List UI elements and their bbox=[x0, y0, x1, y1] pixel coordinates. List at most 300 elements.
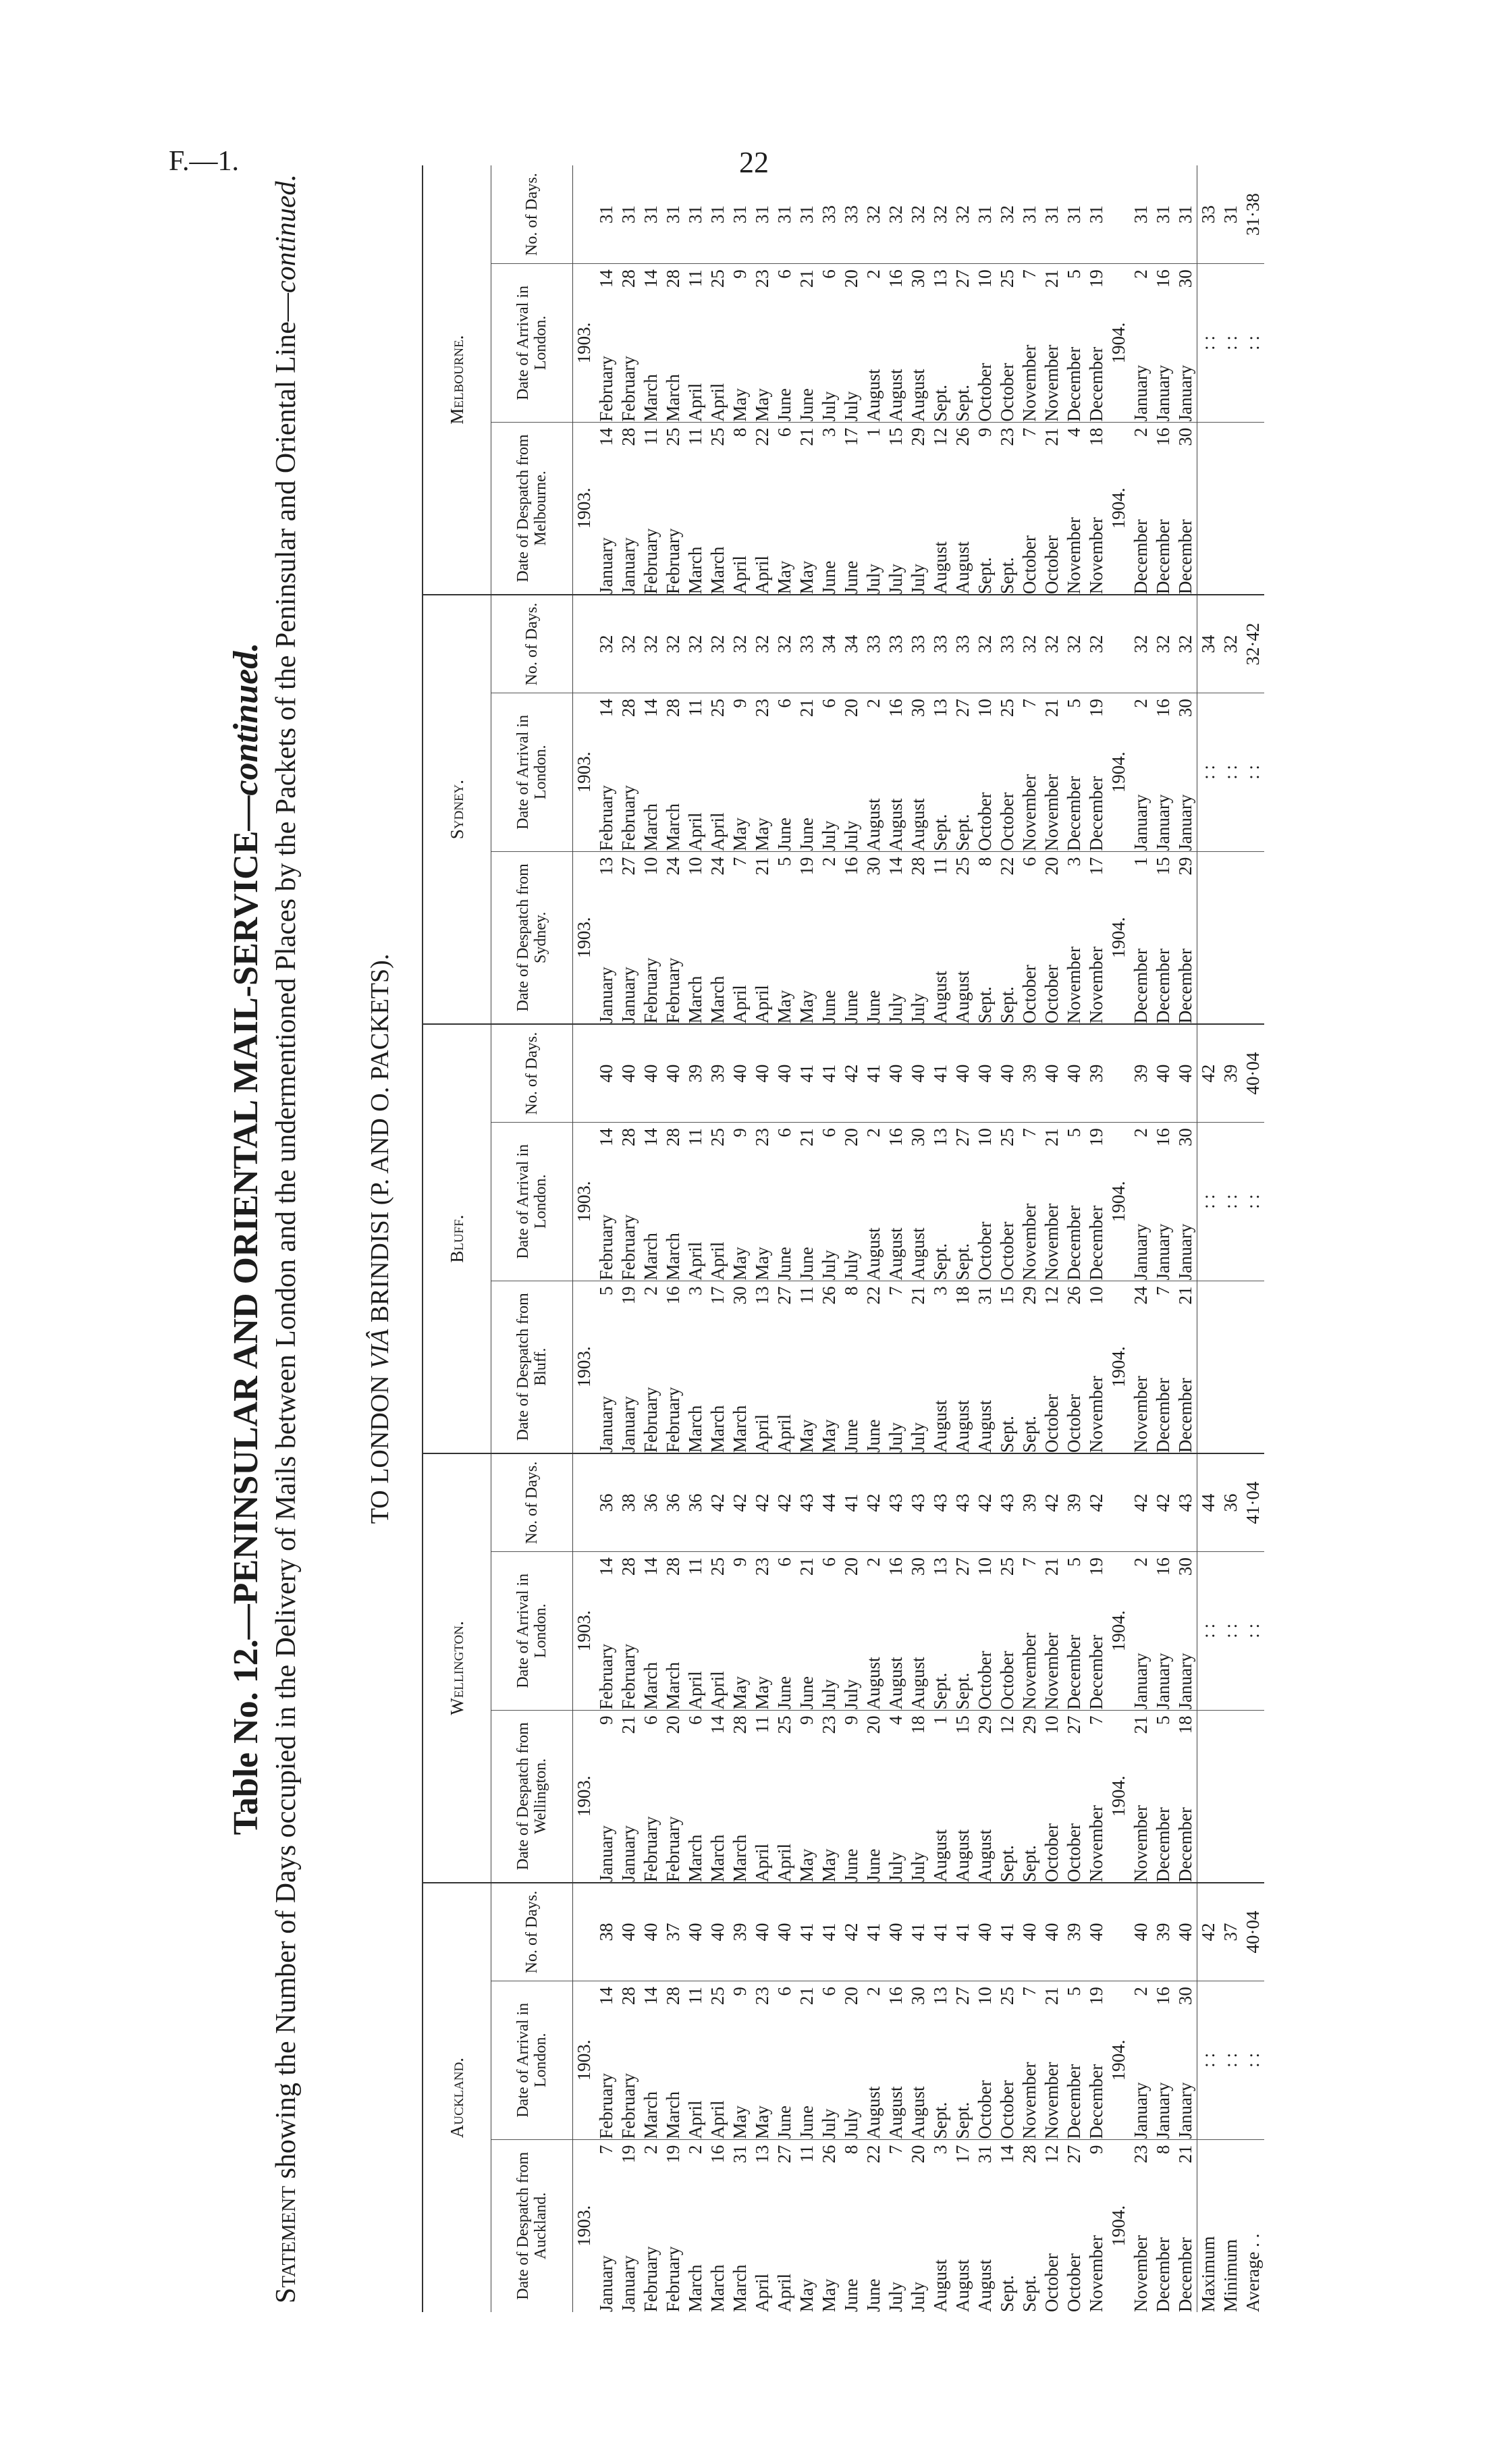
table-row bbox=[1152, 165, 1174, 2312]
auckland-arrival-month: August bbox=[863, 2034, 885, 2139]
auckland-despatch-day: 12 bbox=[1041, 2145, 1062, 2164]
melbourne-arrival-day: 6 bbox=[774, 269, 794, 279]
auckland-arrival-day: 13 bbox=[930, 1987, 950, 2006]
melbourne-despatch-month: June bbox=[818, 485, 840, 595]
melbourne-arrival-day: 2 bbox=[863, 269, 884, 279]
wellington-arrival-day: 2 bbox=[1131, 1557, 1151, 1567]
sydney-summary-value: 32 bbox=[1220, 595, 1242, 693]
melbourne-despatch-day: 23 bbox=[997, 427, 1017, 446]
bluff-days: 40 bbox=[618, 1024, 640, 1123]
wellington-arrival-day: 25 bbox=[707, 1557, 728, 1576]
sydney-despatch-month: November bbox=[1085, 915, 1108, 1024]
auckland-arrival-day: 21 bbox=[796, 1987, 817, 2006]
wellington-days: 36 bbox=[662, 1453, 684, 1552]
auckland-arrival-day: 11 bbox=[685, 1987, 705, 2005]
summary-row bbox=[1197, 165, 1220, 2312]
wellington-despatch-day: 18 bbox=[908, 1715, 928, 1734]
bluff-arrival-day: 13 bbox=[930, 1128, 950, 1147]
sydney-despatch-day: 8 bbox=[975, 857, 995, 867]
auckland-despatch-month: March bbox=[707, 2264, 728, 2312]
melbourne-despatch-day: 3 bbox=[819, 427, 839, 437]
sydney-despatch-day: 7 bbox=[730, 857, 750, 867]
bluff-despatch-month: January bbox=[618, 1344, 640, 1453]
header-despatch-melbourne: Date of Despatch from Melbourne. bbox=[491, 422, 573, 595]
melbourne-arrival-day: 21 bbox=[796, 269, 817, 288]
sydney-despatch-day: 10 bbox=[685, 857, 705, 876]
bluff-despatch-day: 7 bbox=[1153, 1286, 1173, 1296]
melbourne-days: 31 bbox=[1152, 165, 1174, 264]
wellington-arrival-day: 14 bbox=[641, 1557, 661, 1576]
bluff-despatch-month: July bbox=[885, 1344, 907, 1453]
wellington-arrival-day: 2 bbox=[863, 1557, 884, 1567]
bluff-despatch-day: 5 bbox=[596, 1286, 616, 1296]
auckland-despatch-day: 2 bbox=[641, 2145, 661, 2155]
bluff-arrival-day: 30 bbox=[1175, 1128, 1195, 1147]
melbourne-days: 31 bbox=[751, 165, 774, 264]
sydney-days: 32 bbox=[1041, 595, 1063, 693]
table-row bbox=[707, 165, 729, 2312]
melbourne-arrival-month: December bbox=[1063, 317, 1085, 422]
sydney-arrival-day: 25 bbox=[997, 699, 1017, 718]
sydney-arrival-day: 16 bbox=[886, 699, 906, 718]
bluff-despatch-day: 21 bbox=[908, 1286, 928, 1305]
bluff-days: 40 bbox=[1041, 1024, 1063, 1123]
wellington-arrival-month: February bbox=[618, 1605, 640, 1710]
melbourne-despatch-day: 30 bbox=[1175, 427, 1195, 446]
wellington-days: 42 bbox=[707, 1453, 729, 1552]
year-label: 1904. bbox=[1108, 1552, 1130, 1710]
bluff-despatch-day: 24 bbox=[1131, 1286, 1151, 1305]
bluff-days: 40 bbox=[1152, 1024, 1174, 1123]
summary-blank bbox=[1220, 851, 1242, 1024]
bluff-despatch-day: 8 bbox=[841, 1286, 861, 1296]
table-row bbox=[1063, 165, 1085, 2312]
melbourne-despatch-month: Sept. bbox=[974, 485, 996, 595]
sydney-despatch-day: 15 bbox=[1153, 857, 1173, 876]
melbourne-arrival-day: 2 bbox=[1131, 269, 1151, 279]
sydney-despatch-month: July bbox=[885, 915, 907, 1024]
auckland-days: 41 bbox=[818, 1883, 840, 1981]
wellington-despatch-day: 9 bbox=[841, 1715, 861, 1725]
melbourne-arrival-month: December bbox=[1085, 317, 1108, 422]
wellington-arrival-month: May bbox=[729, 1605, 751, 1710]
wellington-despatch-month: November bbox=[1130, 1773, 1152, 1883]
bluff-despatch-month: Sept. bbox=[1019, 1344, 1041, 1453]
auckland-despatch-month: June bbox=[841, 2278, 861, 2312]
table-row bbox=[684, 165, 707, 2312]
wellington-despatch-month: July bbox=[907, 1773, 929, 1883]
sydney-arrival-day: 28 bbox=[618, 699, 639, 718]
melbourne-despatch-day: 25 bbox=[707, 427, 728, 446]
sydney-despatch-month: June bbox=[818, 915, 840, 1024]
table-row bbox=[662, 165, 684, 2312]
melbourne-arrival-day: 19 bbox=[1086, 269, 1106, 288]
sydney-days: 32 bbox=[618, 595, 640, 693]
summary-blank bbox=[1242, 851, 1264, 1024]
sydney-despatch-month: January bbox=[595, 915, 618, 1024]
sydney-arrival-day: 10 bbox=[975, 699, 995, 718]
auckland-despatch-month: June bbox=[863, 2278, 884, 2312]
sydney-despatch-month: March bbox=[707, 915, 729, 1024]
melbourne-arrival-month: July bbox=[840, 317, 863, 422]
bluff-arrival-month: May bbox=[729, 1175, 751, 1281]
wellington-despatch-day: 10 bbox=[1041, 1715, 1062, 1734]
melbourne-days: 32 bbox=[996, 165, 1019, 264]
wellington-arrival-day: 10 bbox=[975, 1557, 995, 1576]
wellington-despatch-month: August bbox=[929, 1773, 952, 1883]
bluff-despatch-month: August bbox=[974, 1344, 996, 1453]
sydney-despatch-day: 25 bbox=[952, 857, 973, 876]
summary-dots: : : bbox=[1242, 1552, 1264, 1710]
auckland-days: 41 bbox=[952, 1883, 974, 1981]
bluff-arrival-day: 30 bbox=[908, 1128, 928, 1147]
year-spacer bbox=[1108, 1883, 1130, 1981]
wellington-despatch-day: 11 bbox=[752, 1715, 772, 1734]
wellington-days: 36 bbox=[595, 1453, 618, 1552]
auckland-days: 40 bbox=[974, 1883, 996, 1981]
header-days-melbourne: No. of Days. bbox=[491, 165, 573, 264]
year-label: 1903. bbox=[573, 851, 596, 1024]
year-spacer bbox=[1108, 1453, 1130, 1552]
bluff-arrival-month: February bbox=[595, 1175, 618, 1281]
sydney-arrival-day: 27 bbox=[952, 699, 973, 718]
year-label: 1904. bbox=[1108, 1710, 1130, 1883]
melbourne-days: 33 bbox=[840, 165, 863, 264]
bluff-arrival-day: 5 bbox=[1064, 1128, 1084, 1137]
sydney-arrival-day: 14 bbox=[596, 699, 616, 718]
melbourne-despatch-month: July bbox=[863, 485, 885, 595]
wellington-arrival-day: 13 bbox=[930, 1557, 950, 1576]
melbourne-arrival-day: 30 bbox=[1175, 269, 1195, 288]
wellington-arrival-month: June bbox=[796, 1605, 818, 1710]
summary-row bbox=[1242, 165, 1264, 2312]
sydney-despatch-month: Sept. bbox=[974, 915, 996, 1024]
sydney-days: 34 bbox=[818, 595, 840, 693]
auckland-despatch-month: December bbox=[1175, 2237, 1195, 2312]
mail-delivery-table bbox=[422, 165, 1264, 2312]
year-label: 1903. bbox=[573, 1552, 596, 1710]
wellington-despatch-day: 27 bbox=[1064, 1715, 1084, 1734]
summary-dots: : : bbox=[1197, 1981, 1220, 2139]
bluff-despatch-day: 2 bbox=[641, 1286, 661, 1296]
bluff-arrival-day: 25 bbox=[997, 1128, 1017, 1147]
auckland-summary-value: 37 bbox=[1220, 1883, 1242, 1981]
auckland-arrival-day: 2 bbox=[863, 1987, 884, 1996]
wellington-days: 43 bbox=[885, 1453, 907, 1552]
bluff-days: 42 bbox=[840, 1024, 863, 1123]
wellington-arrival-day: 11 bbox=[685, 1557, 705, 1576]
wellington-days: 36 bbox=[684, 1453, 707, 1552]
sydney-despatch-day: 5 bbox=[774, 857, 794, 867]
melbourne-arrival-month: June bbox=[796, 317, 818, 422]
bluff-arrival-month: June bbox=[774, 1175, 796, 1281]
wellington-days: 43 bbox=[1174, 1453, 1197, 1552]
melbourne-days: 31 bbox=[774, 165, 796, 264]
sydney-despatch-month: June bbox=[863, 915, 885, 1024]
auckland-despatch-month: March bbox=[685, 2264, 705, 2312]
header-despatch-bluff: Date of Despatch from Bluff. bbox=[491, 1281, 573, 1453]
sydney-despatch-month: May bbox=[774, 915, 796, 1024]
wellington-despatch-month: April bbox=[751, 1773, 774, 1883]
table-row bbox=[1041, 165, 1063, 2312]
melbourne-despatch-day: 17 bbox=[841, 427, 861, 446]
wellington-despatch-day: 4 bbox=[886, 1715, 906, 1725]
bluff-arrival-day: 21 bbox=[796, 1128, 817, 1147]
bluff-despatch-day: 26 bbox=[819, 1286, 839, 1305]
melbourne-arrival-month: June bbox=[774, 317, 796, 422]
summary-dots: : : bbox=[1220, 1981, 1242, 2139]
region-sydney: Sydney. bbox=[423, 595, 491, 1024]
melbourne-despatch-month: October bbox=[1041, 485, 1063, 595]
melbourne-arrival-day: 28 bbox=[663, 269, 683, 288]
wellington-days: 39 bbox=[1019, 1453, 1041, 1552]
bluff-days: 39 bbox=[684, 1024, 707, 1123]
bluff-despatch-month: October bbox=[1063, 1344, 1085, 1453]
table-row bbox=[952, 165, 974, 2312]
auckland-days: 37 bbox=[662, 1883, 684, 1981]
melbourne-despatch-month: August bbox=[929, 485, 952, 595]
wellington-arrival-month: April bbox=[707, 1605, 729, 1710]
melbourne-despatch-day: 25 bbox=[663, 427, 683, 446]
sydney-arrival-month: February bbox=[595, 746, 618, 851]
sydney-despatch-month: August bbox=[952, 915, 974, 1024]
region-melbourne: Melbourne. bbox=[423, 165, 491, 595]
wellington-arrival-day: 28 bbox=[618, 1557, 639, 1576]
sydney-despatch-day: 22 bbox=[997, 857, 1017, 876]
sydney-arrival-month: August bbox=[907, 746, 929, 851]
melbourne-arrival-month: July bbox=[818, 317, 840, 422]
statement-text: showing the Number of Days occupied in the Delivery of Mails between London and the undermentioned Places by the Packets of the Peninsular and Oriental Line— bbox=[271, 293, 302, 2179]
melbourne-days: 31 bbox=[595, 165, 618, 264]
wellington-arrival-month: August bbox=[907, 1605, 929, 1710]
bluff-days: 40 bbox=[1174, 1024, 1197, 1123]
bluff-arrival-month: August bbox=[885, 1175, 907, 1281]
bluff-arrival-day: 6 bbox=[774, 1128, 794, 1137]
bluff-arrival-day: 23 bbox=[752, 1128, 772, 1147]
melbourne-days: 31 bbox=[684, 165, 707, 264]
melbourne-despatch-month: January bbox=[618, 485, 640, 595]
bluff-despatch-month: May bbox=[796, 1344, 818, 1453]
wellington-despatch-month: January bbox=[595, 1773, 618, 1883]
wellington-arrival-day: 16 bbox=[1153, 1557, 1173, 1576]
melbourne-arrival-month: November bbox=[1019, 317, 1041, 422]
wellington-arrival-month: February bbox=[595, 1605, 618, 1710]
year-spacer bbox=[1108, 1024, 1130, 1123]
sydney-arrival-month: March bbox=[662, 746, 684, 851]
table-row bbox=[796, 165, 818, 2312]
sydney-arrival-day: 9 bbox=[730, 699, 750, 708]
melbourne-arrival-month: April bbox=[684, 317, 707, 422]
summary-blank bbox=[1242, 422, 1264, 595]
summary-blank bbox=[1242, 1281, 1264, 1453]
melbourne-despatch-month: March bbox=[684, 485, 707, 595]
bluff-days: 39 bbox=[1019, 1024, 1041, 1123]
sydney-arrival-month: October bbox=[996, 746, 1019, 851]
auckland-days: 40 bbox=[684, 1883, 707, 1981]
summary-blank bbox=[1197, 422, 1220, 595]
bluff-despatch-month: November bbox=[1130, 1344, 1152, 1453]
auckland-arrival-month: June bbox=[796, 2034, 818, 2139]
year-label: 1904. bbox=[1108, 1281, 1130, 1453]
sydney-arrival-month: July bbox=[818, 746, 840, 851]
wellington-despatch-month: May bbox=[818, 1773, 840, 1883]
wellington-despatch-day: 12 bbox=[997, 1715, 1017, 1734]
auckland-arrival-month: January bbox=[1152, 2034, 1174, 2139]
melbourne-arrival-day: 9 bbox=[730, 269, 750, 279]
sydney-despatch-day: 10 bbox=[641, 857, 661, 876]
melbourne-despatch-day: 29 bbox=[908, 427, 928, 446]
auckland-despatch-month: January bbox=[618, 2255, 639, 2312]
wellington-summary-value: 36 bbox=[1220, 1453, 1242, 1552]
summary-dots: : : bbox=[1197, 1123, 1220, 1281]
sydney-arrival-month: June bbox=[796, 746, 818, 851]
melbourne-despatch-day: 26 bbox=[952, 427, 973, 446]
wellington-days: 42 bbox=[1041, 1453, 1063, 1552]
auckland-despatch-day: 19 bbox=[618, 2145, 639, 2164]
auckland-arrival-day: 30 bbox=[1175, 1987, 1195, 2006]
wellington-despatch-day: 14 bbox=[707, 1715, 728, 1734]
wellington-arrival-month: January bbox=[1130, 1605, 1152, 1710]
bluff-days: 41 bbox=[818, 1024, 840, 1123]
bluff-despatch-day: 10 bbox=[1086, 1286, 1106, 1305]
bluff-days: 40 bbox=[885, 1024, 907, 1123]
wellington-despatch-month: June bbox=[863, 1773, 885, 1883]
bluff-arrival-day: 28 bbox=[663, 1128, 683, 1147]
bluff-despatch-day: 29 bbox=[1019, 1286, 1039, 1305]
wellington-arrival-day: 21 bbox=[796, 1557, 817, 1576]
auckland-arrival-day: 16 bbox=[886, 1987, 906, 2006]
auckland-arrival-day: 16 bbox=[1153, 1987, 1173, 2006]
table-row bbox=[1174, 165, 1197, 2312]
sydney-despatch-month: February bbox=[640, 915, 662, 1024]
auckland-days: 40 bbox=[774, 1883, 796, 1981]
melbourne-despatch-day: 7 bbox=[1019, 427, 1039, 437]
wellington-days: 43 bbox=[952, 1453, 974, 1552]
wellington-days: 42 bbox=[1130, 1453, 1152, 1552]
auckland-despatch-month: January bbox=[596, 2255, 616, 2312]
sydney-arrival-day: 28 bbox=[663, 699, 683, 718]
melbourne-arrival-day: 10 bbox=[975, 269, 995, 288]
wellington-arrival-day: 30 bbox=[908, 1557, 928, 1576]
bluff-days: 40 bbox=[996, 1024, 1019, 1123]
sydney-despatch-day: 30 bbox=[863, 857, 884, 876]
bluff-despatch-month: July bbox=[907, 1344, 929, 1453]
table-row bbox=[618, 165, 640, 2312]
table-row bbox=[1130, 165, 1152, 2312]
sydney-despatch-month: December bbox=[1130, 915, 1152, 1024]
auckland-despatch-day: 27 bbox=[774, 2145, 794, 2164]
auckland-arrival-month: August bbox=[885, 2034, 907, 2139]
melbourne-despatch-month: February bbox=[662, 485, 684, 595]
wellington-despatch-day: 21 bbox=[618, 1715, 639, 1734]
summary-blank bbox=[1220, 1710, 1242, 1883]
melbourne-despatch-month: April bbox=[729, 485, 751, 595]
sydney-despatch-day: 19 bbox=[796, 857, 817, 876]
auckland-arrival-month: February bbox=[595, 2034, 618, 2139]
bluff-arrival-day: 11 bbox=[685, 1128, 705, 1146]
melbourne-despatch-month: December bbox=[1174, 485, 1197, 595]
wellington-despatch-day: 6 bbox=[685, 1715, 705, 1725]
bluff-arrival-day: 10 bbox=[975, 1128, 995, 1147]
auckland-days: 40 bbox=[1085, 1883, 1108, 1981]
bluff-arrival-day: 16 bbox=[1153, 1128, 1173, 1147]
wellington-arrival-month: December bbox=[1085, 1605, 1108, 1710]
bluff-despatch-month: June bbox=[840, 1344, 863, 1453]
melbourne-arrival-month: April bbox=[707, 317, 729, 422]
melbourne-arrival-day: 16 bbox=[886, 269, 906, 288]
melbourne-arrival-month: August bbox=[885, 317, 907, 422]
auckland-days: 40 bbox=[618, 1883, 640, 1981]
auckland-arrival-day: 25 bbox=[707, 1987, 728, 2006]
summary-dots: : : bbox=[1220, 264, 1242, 422]
wellington-days: 42 bbox=[1152, 1453, 1174, 1552]
sydney-days: 32 bbox=[1085, 595, 1108, 693]
bluff-arrival-month: January bbox=[1174, 1175, 1197, 1281]
sydney-despatch-day: 28 bbox=[908, 857, 928, 876]
year-label: 1904. bbox=[1108, 693, 1130, 851]
bluff-arrival-month: March bbox=[662, 1175, 684, 1281]
bluff-days: 40 bbox=[974, 1024, 996, 1123]
sydney-arrival-day: 21 bbox=[796, 699, 817, 718]
sydney-days: 33 bbox=[796, 595, 818, 693]
year-row bbox=[1108, 165, 1130, 2312]
year-label: 1904. bbox=[1108, 422, 1130, 595]
sydney-days: 32 bbox=[1063, 595, 1085, 693]
page-number: 22 bbox=[739, 146, 769, 179]
summary-blank bbox=[1242, 1710, 1264, 1883]
wellington-days: 42 bbox=[774, 1453, 796, 1552]
auckland-days: 41 bbox=[863, 1883, 885, 1981]
melbourne-despatch-day: 12 bbox=[930, 427, 950, 446]
wellington-despatch-day: 9 bbox=[796, 1715, 817, 1725]
melbourne-days: 32 bbox=[929, 165, 952, 264]
bluff-arrival-month: November bbox=[1041, 1175, 1063, 1281]
auckland-days: 41 bbox=[996, 1883, 1019, 1981]
sydney-despatch-day: 13 bbox=[596, 857, 616, 876]
wellington-days: 42 bbox=[974, 1453, 996, 1552]
bluff-despatch-month: December bbox=[1152, 1344, 1174, 1453]
wellington-summary-value: 41·04 bbox=[1242, 1453, 1264, 1552]
wellington-arrival-month: August bbox=[863, 1605, 885, 1710]
header-arrival-bluff: Date of Arrival in London. bbox=[491, 1123, 573, 1281]
auckland-despatch-day: 8 bbox=[841, 2145, 861, 2155]
table-row bbox=[729, 165, 751, 2312]
bluff-arrival-day: 25 bbox=[707, 1128, 728, 1147]
sydney-arrival-month: December bbox=[1063, 746, 1085, 851]
wellington-days: 42 bbox=[863, 1453, 885, 1552]
sydney-despatch-month: May bbox=[796, 915, 818, 1024]
sydney-arrival-month: October bbox=[974, 746, 996, 851]
sydney-arrival-day: 23 bbox=[752, 699, 772, 718]
wellington-despatch-month: December bbox=[1152, 1773, 1174, 1883]
bluff-despatch-day: 7 bbox=[886, 1286, 906, 1296]
bluff-despatch-day: 30 bbox=[730, 1286, 750, 1305]
sydney-despatch-month: April bbox=[729, 915, 751, 1024]
melbourne-despatch-day: 4 bbox=[1064, 427, 1084, 437]
wellington-despatch-month: August bbox=[952, 1773, 974, 1883]
wellington-despatch-month: March bbox=[729, 1773, 751, 1883]
year-label: 1904. bbox=[1108, 264, 1130, 422]
auckland-despatch-month: November bbox=[1086, 2235, 1106, 2312]
bluff-despatch-day: 17 bbox=[707, 1286, 728, 1305]
sydney-arrival-month: August bbox=[863, 746, 885, 851]
sydney-despatch-month: November bbox=[1063, 915, 1085, 1024]
bluff-arrival-day: 14 bbox=[641, 1128, 661, 1147]
sydney-days: 33 bbox=[863, 595, 885, 693]
table-row bbox=[818, 165, 840, 2312]
year-spacer bbox=[1108, 595, 1130, 693]
bluff-despatch-day: 3 bbox=[685, 1286, 705, 1296]
